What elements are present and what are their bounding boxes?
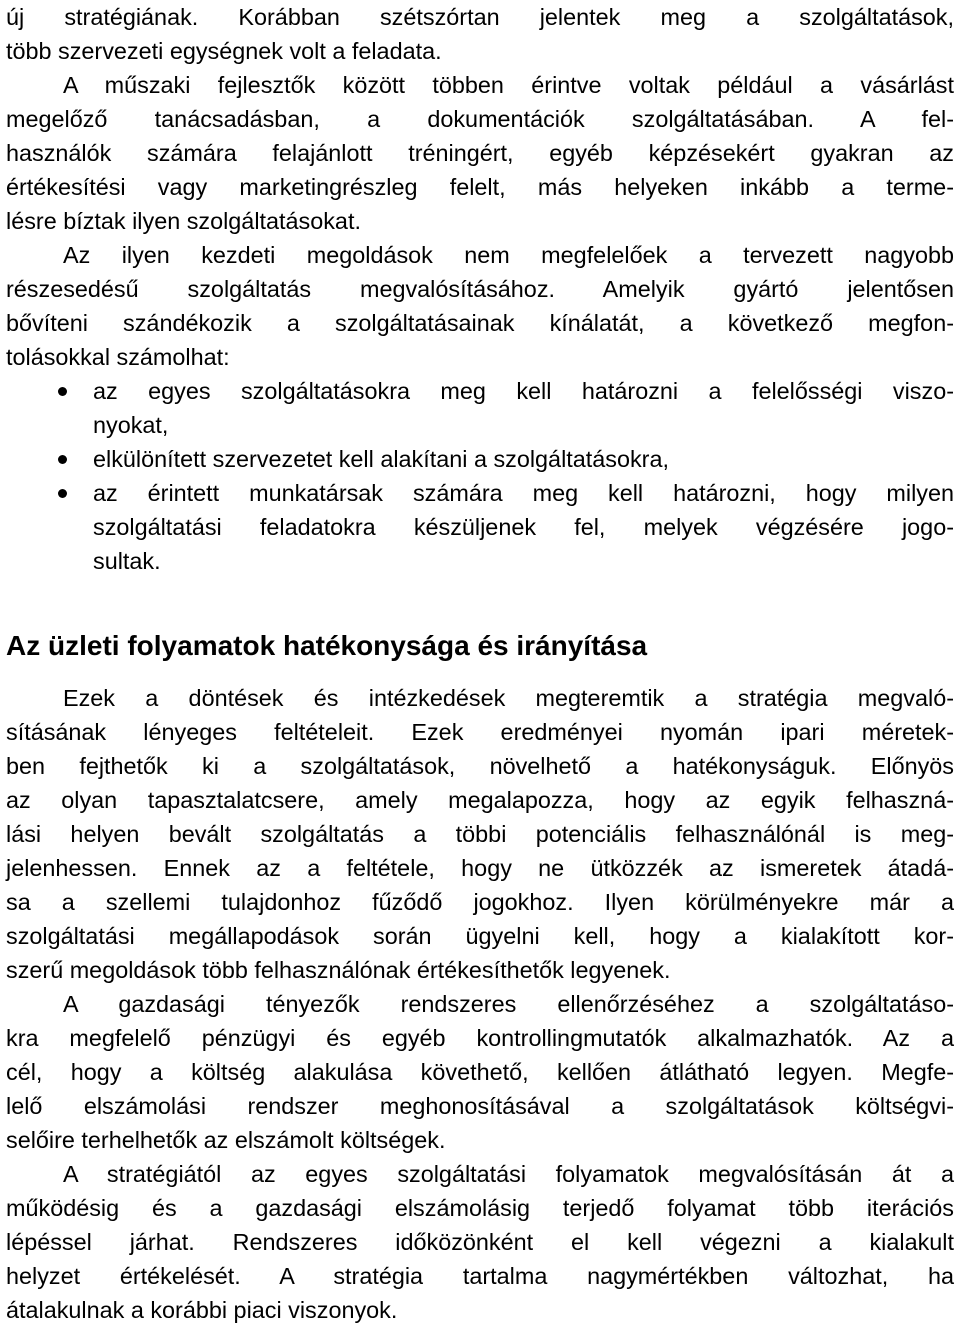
list-item (6, 442, 954, 476)
text-line: az olyan tapasztalatcsere, amely megalapozza, hogy az egyik felhaszná- (6, 787, 954, 813)
text-line: A műszaki fejlesztők között többen érintve voltak például a vásárlást (63, 72, 954, 98)
paragraph-2 (6, 238, 954, 374)
text-line: átalakulnak a korábbi piaci viszonyok. (6, 1297, 398, 1323)
text-line: cél, hogy a költség alakulása követhető, kellően átlátható legyen. Megfe- (6, 1059, 954, 1085)
text-line: jelenhessen. Ennek az a feltétele, hogy ne ütközzék az ismeretek átadá- (6, 855, 954, 881)
text-line: sultak. (93, 548, 161, 574)
text-line: sításának lényeges feltételeit. Ezek eredményei nyomán ipari méretek- (6, 719, 954, 745)
paragraph-3 (6, 681, 954, 987)
bullet-icon (58, 455, 67, 464)
text-line: lépéssel járhat. Rendszeres időközönként el kell végezni a kialakult (6, 1229, 954, 1255)
text-line: új stratégiának. Korábban szétszórtan jelentek meg a szolgáltatások, (6, 4, 954, 30)
text-line: nyokat, (93, 412, 169, 438)
text-line: A gazdasági tényezők rendszeres ellenőrzéséhez a szolgáltatáso- (63, 991, 954, 1017)
text-line: lási helyen bevált szolgáltatás a többi potenciális felhasználónál is meg- (6, 821, 954, 847)
text-line: kra megfelelő pénzügyi és egyéb kontrollingmutatók alkalmazhatók. Az a (6, 1025, 954, 1051)
text-line: használók számára felajánlott tréningért, egyéb képzésekért gyakran az (6, 140, 954, 166)
paragraph-5 (6, 1157, 954, 1327)
text-line: lelő elszámolási rendszer meghonosításával a szolgáltatások költségvi- (6, 1093, 954, 1119)
bullet-icon (58, 489, 67, 498)
list-item (6, 374, 954, 442)
text-line: A stratégiától az egyes szolgáltatási folyamatok megvalósításán át a (63, 1161, 954, 1187)
text-line: szolgáltatási megállapodások során ügyelni kell, hogy a kialakított kor- (6, 923, 954, 949)
text-line: tolásokkal számolhat: (6, 344, 230, 370)
text-line: az érintett munkatársak számára meg kell határozni, hogy milyen (93, 480, 954, 506)
text-line: Az ilyen kezdeti megoldások nem megfelelőek a tervezett nagyobb (63, 242, 954, 268)
text-line: elkülönített szervezetet kell alakítani a szolgáltatásokra, (93, 446, 669, 472)
text-line: értékesítési vagy marketingrészleg felelt, más helyeken inkább a terme- (6, 174, 954, 200)
text-line: több szervezeti egységnek volt a feladata. (6, 38, 442, 64)
text-line: helyzet értékelését. A stratégia tartalma nagymértékben változhat, ha (6, 1263, 954, 1289)
text-line: lésre bíztak ilyen szolgáltatásokat. (6, 208, 361, 234)
paragraph-4 (6, 987, 954, 1157)
text-line: működésig és a gazdasági elszámolásig terjedő folyamat több iterációs (6, 1195, 954, 1221)
paragraph-intro (6, 0, 954, 238)
text-line: az egyes szolgáltatásokra meg kell határozni a felelősségi viszo- (93, 378, 954, 404)
text-line: megelőző tanácsadásban, a dokumentációk szolgáltatásában. A fel- (6, 106, 954, 132)
bullet-list (6, 374, 954, 578)
text-line: sa a szellemi tulajdonhoz fűződő jogokhoz. Ilyen körülményekre már a (6, 889, 954, 915)
bullet-icon (58, 387, 67, 396)
list-item (6, 476, 954, 578)
text-line: bővíteni szándékozik a szolgáltatásainak kínálatát, a következő megfon- (6, 310, 954, 336)
text-line: selőire terhelhetők az elszámolt költségek. (6, 1127, 446, 1153)
text-line: szerű megoldások több felhasználónak értékesíthetők legyenek. (6, 957, 671, 983)
text-line: Ezek a döntések és intézkedések megteremtik a stratégia megvaló- (63, 685, 954, 711)
document-page (6, 0, 954, 1327)
section-heading: Az üzleti folyamatok hatékonysága és irányítása (6, 630, 648, 661)
text-line: részesedésű szolgáltatás megvalósításához. Amelyik gyártó jelentősen (6, 276, 954, 302)
text-line: szolgáltatási feladatokra készüljenek fel, melyek végzésére jogo- (93, 514, 954, 540)
text-line: ben fejthetők ki a szolgáltatások, növelhető a hatékonyságuk. Előnyös (6, 753, 954, 779)
